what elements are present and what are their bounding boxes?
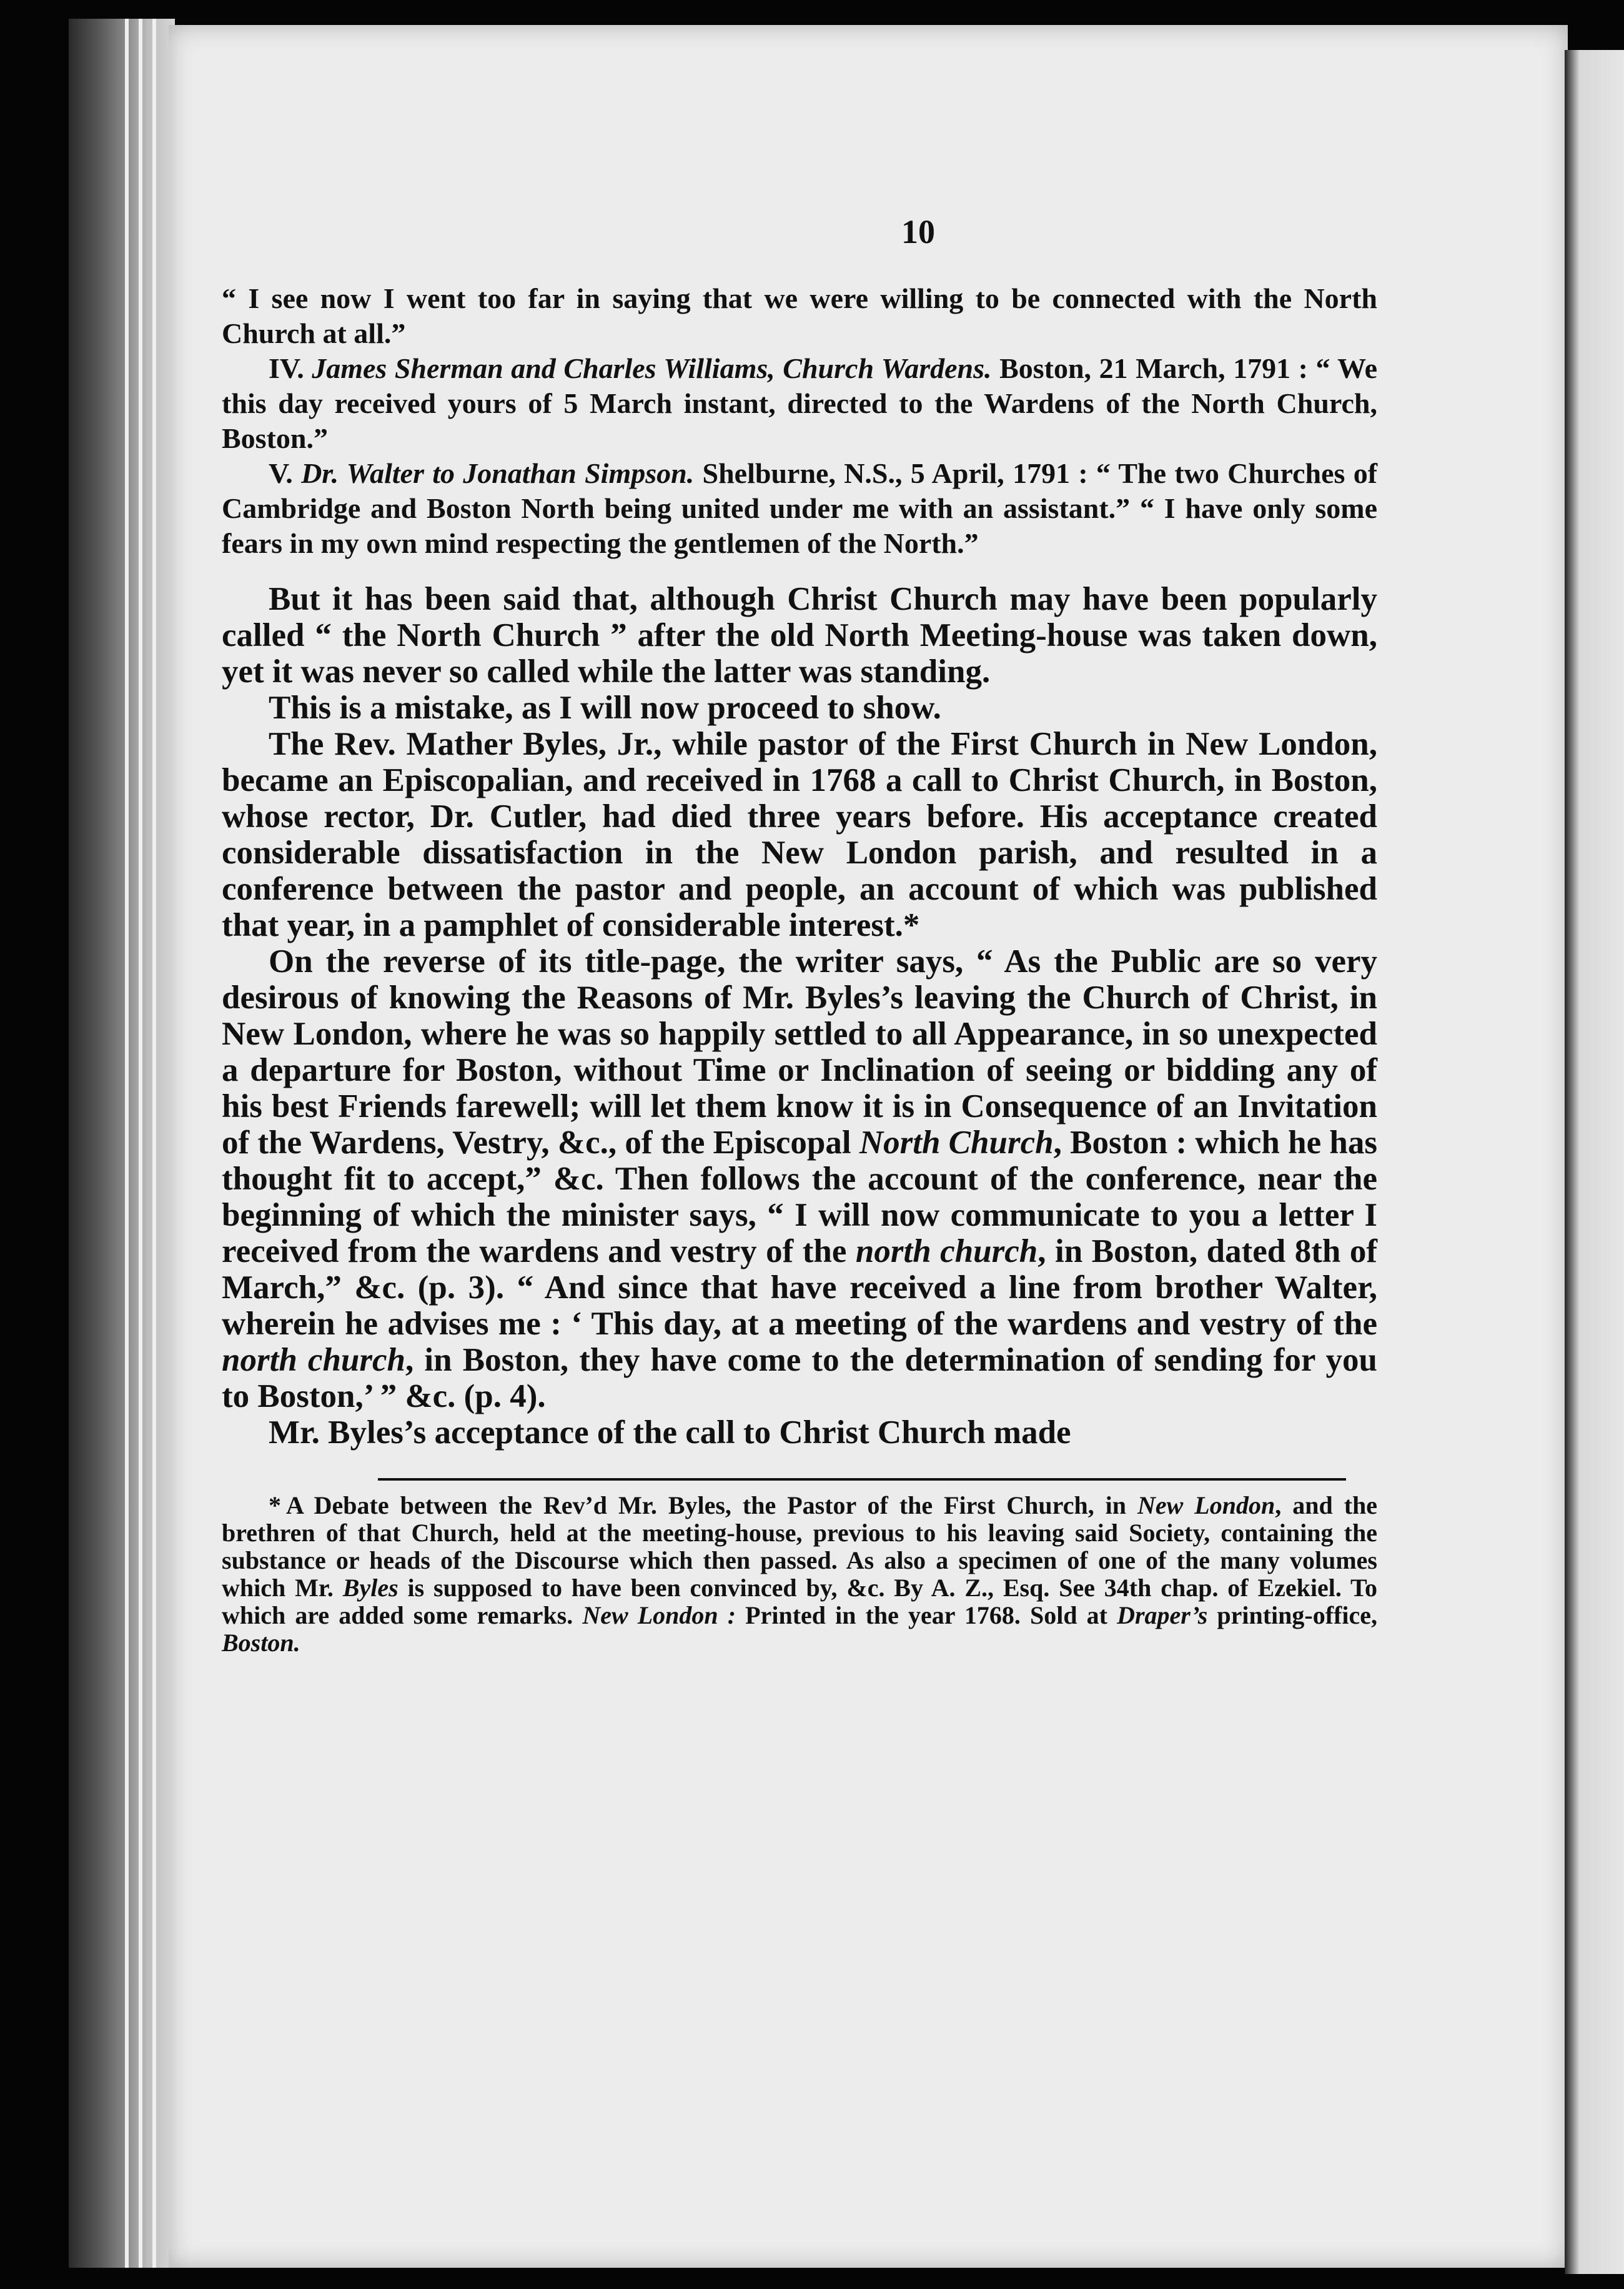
page-number: 10 [901,213,935,251]
item-v [222,456,1377,561]
binding-line [152,19,156,2268]
paragraph-text: On the reverse of its title-page, the writer says, “ As the Public are so very desirous of knowing the Reasons of Mr. Byles’s leaving the Church of Christ, in New London, where he was so happily settled to all Appearance, in so unexpected a departure for Boston, without Time or Inclination of seeing or bidding any of his best Friends farewell; will let them know it is in Consequence of an Invitation of the Wardens, Vestry, &c., of the Episcopal [222,943,1377,1161]
italic-term: Draper’s [1117,1601,1208,1629]
footnote-text: A Debate between the Rev’d Mr. Byles, the Pastor of the First Church, in [286,1491,1138,1519]
book-spine [69,19,175,2268]
italic-term: North Church [859,1125,1054,1161]
paragraph: But it has been said that, although Christ Church may have been popularly called “ the North Church ” after the old North Meeting-house was taken down, yet it was never so called while the latter was standing. [222,581,1377,690]
binding-line [139,19,142,2268]
footnote-text: is supposed to have been convinced by, &c. By A. Z., Esq. See 34th chap. of Ezekiel. To which are added some remarks. [222,1574,1377,1629]
item-names: Dr. Walter to Jonathan Simpson. [301,457,695,489]
item-text: Boston, 21 March, 1791 : “ We this day received yours of 5 March instant, directed to the Wardens of the North Church, Boston.” [222,352,1378,454]
italic-term: Boston. [222,1629,300,1657]
paragraph-text: , Boston : which he has thought fit to accept,” &c. Then follows the account of the conference, near the beginning of which the minister says, “ I will now communicate to you a letter I received from the wardens and vestry of the [222,1125,1377,1269]
italic-term: north church [222,1342,406,1378]
item-text: Shelburne, N.S., 5 April, 1791 : “ The two Churches of Cambridge and Boston North being united under me with an assistant.” “ I have only some fears in my own mind respecting the gentlemen of the North.” [222,457,1378,559]
italic-term: north church [855,1233,1038,1269]
item-numeral: IV. [269,352,304,384]
item-names: James Sherman and Charles Williams, Church Wardens. [312,352,992,384]
footnote-text: Printed in the year 1768. Sold at [736,1601,1117,1629]
item-iv [222,351,1377,456]
paragraph-text: , in Boston, they have come to the determination of sending for you to Boston,’ ” &c. (p. 4). [222,1342,1377,1414]
paragraph: The Rev. Mather Byles, Jr., while pastor of the First Church in New London, became an Episcopalian, and received in 1768 a call to Christ Church, in Boston, whose rector, Dr. Cutler, had died three years before. His acceptance created considerable dissatisfaction in the New London parish, and resulted in a conference between the pastor and people, an account of which was published that year, in a pamphlet of considerable interest.* [222,726,1377,943]
italic-term: Byles [342,1574,399,1602]
footnote [222,1492,1377,1657]
paragraph: Mr. Byles’s acceptance of the call to Christ Church made [269,1414,1071,1451]
paragraph-text: , in Boston, dated 8th of March,” &c. (p. 3). “ And since that have received a line from brother Walter, wherein he advises me : ‘ This day, at a meeting of the wardens and vestry of the [222,1233,1378,1342]
paragraph: This is a mistake, as I will now proceed to show. [269,690,941,726]
page-text [222,281,1377,1657]
italic-term: New London : [582,1601,736,1629]
footnote-text: printing-office, [1207,1601,1377,1629]
binding-line [125,19,129,2268]
footnote-mark: * [269,1491,281,1519]
footnote-rule [378,1478,1346,1481]
footnote-text: , and the brethren of that Church, held at the meeting-house, previous to his leaving said Society, containing the substance or heads of the Discourse which then passed. As also a specimen of one of the many volumes which Mr. [222,1491,1378,1602]
paragraph [222,943,1377,1414]
next-page-edge [1565,50,1624,2274]
item-numeral: V. [269,457,293,489]
italic-term: New London [1137,1491,1275,1519]
quote-line: “ I see now I went too far in saying that we were willing to be connected with the North Church at all.” [222,282,1377,349]
